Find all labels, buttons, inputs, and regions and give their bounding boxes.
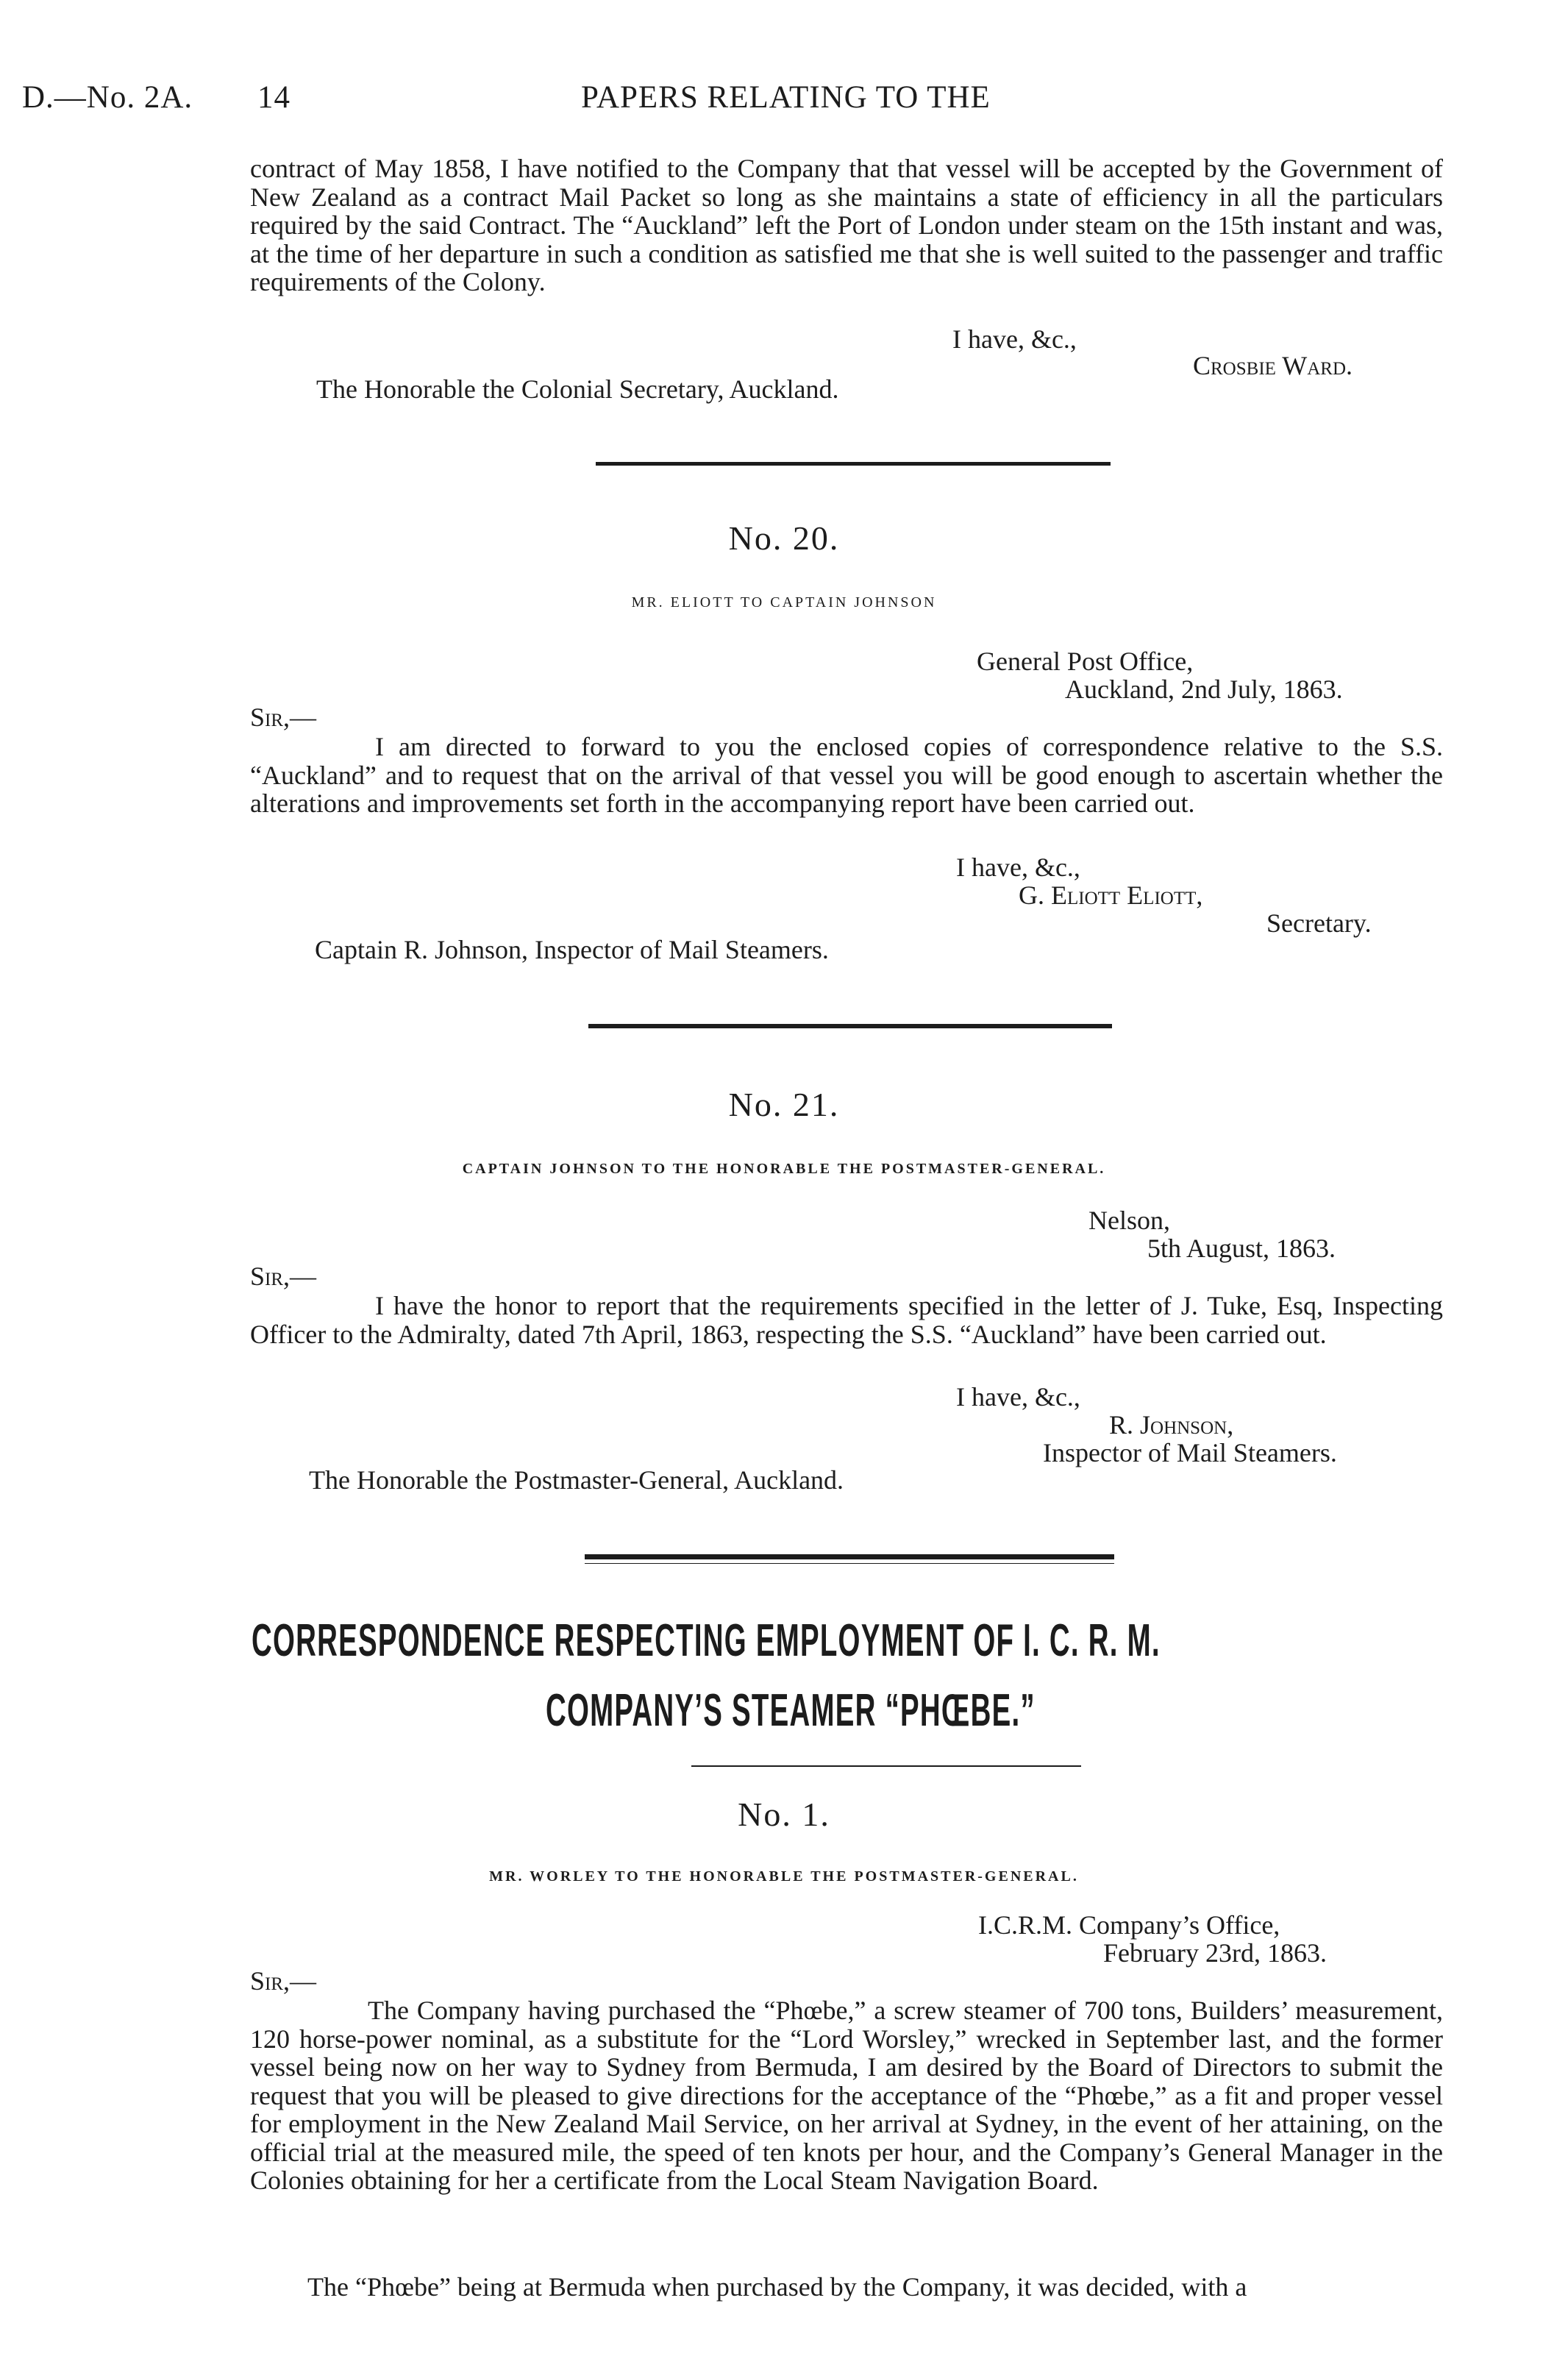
letter-salutation: Sir,— (250, 1966, 317, 1996)
document-number: No. 21. (728, 1086, 840, 1123)
letter-salutation: Sir,— (250, 702, 317, 732)
document-number: No. 20. (728, 519, 840, 557)
letter-date: Auckland, 2nd July, 1863. (1065, 675, 1343, 704)
letter-closing: I have, &c., (956, 853, 1080, 882)
letter-body: I have the honor to report that the requirements specified in the letter of J. Tuke, Esq, Inspecting Officer to the Admiralty, dated 7th April, 1863, respecting the S.S. “Auckland” have been carried out. (250, 1291, 1443, 1349)
section-divider (588, 1024, 1112, 1028)
document-heading: CAPTAIN JOHNSON TO THE HONORABLE THE POSTMASTER-GENERAL. (462, 1161, 1106, 1177)
title-underline (691, 1765, 1081, 1767)
letter-signature: R. Johnson, (1109, 1410, 1234, 1440)
letter-closing: I have, &c., (952, 324, 1077, 354)
letter-salutation: Sir,— (250, 1261, 317, 1291)
letter-addressee: The Honorable the Postmaster-General, Auckland. (309, 1465, 844, 1495)
letter-body: The Company having purchased the “Phœbe,” a screw steamer of 700 tons, Builders’ measurement, 120 horse-power nominal, as a substitute for the “Lord Worsley,” wrecked in September last, and the former vessel being now on her way to Sydney from Bermuda, I am desired by the Board of Directors to submit the request that you will be pleased to give directions for the acceptance of the “Phœbe,” as a fit and proper vessel for employment in the New Zealand Mail Service, on her arrival at Sydney, in the event of her attaining, on the official trial at the measured mile, the speed of ten knots per hour, and the Company’s General Manager in the Colonies obtaining for her a certificate from the Local Steam Navigation Board. (250, 1996, 1443, 2195)
letter-date: February 23rd, 1863. (1103, 1938, 1327, 1968)
letter-addressee: Captain R. Johnson, Inspector of Mail Steamers. (315, 935, 829, 964)
section-title-line-2: COMPANY’S STEAMER “PHŒBE.” (546, 1685, 1036, 1736)
letter-place: I.C.R.M. Company’s Office, (978, 1910, 1280, 1940)
letter-signatory-title: Secretary. (1266, 908, 1372, 938)
letter-body: I am directed to forward to you the enclosed copies of correspondence relative to the S.S. “Auckland” and to request that on the arrival of that vessel you will be good enough to ascertain whether the alterations and improvements set forth in the accompanying report have been carried out. (250, 732, 1443, 818)
section-divider-thin (585, 1563, 1114, 1564)
section-title-line-1: CORRESPONDENCE RESPECTING EMPLOYMENT OF I. C. R. M. (252, 1615, 1161, 1666)
header-section-ref: D.—No. 2A. (22, 80, 193, 115)
letter-signature: Crosbie Ward. (1193, 351, 1353, 380)
document-number: No. 1. (738, 1796, 830, 1833)
letter-body-next-paragraph: The “Phœbe” being at Bermuda when purchased by the Company, it was decided, with a (307, 2272, 1247, 2302)
letter-place: General Post Office, (977, 647, 1194, 676)
document-heading: MR. ELIOTT TO CAPTAIN JOHNSON (631, 594, 937, 611)
letter-date: 5th August, 1863. (1147, 1234, 1336, 1263)
letter-signatory-title: Inspector of Mail Steamers. (1043, 1438, 1337, 1467)
letter-body-continuation: contract of May 1858, I have notified to the Company that that vessel will be accepted by the Government of New Zealand as a contract Mail Packet so long as she maintains a state of efficiency in all the particulars required by the said Contract. The “Auckland” left the Port of London under steam on the 15th instant and was, at the time of her departure in such a condition as satisfied me that she is well suited to the passenger and traffic requirements of the Colony. (250, 154, 1443, 296)
header-page-number: 14 (257, 80, 291, 115)
header-title: PAPERS RELATING TO THE (581, 80, 991, 115)
section-divider (585, 1554, 1114, 1559)
letter-addressee: The Honorable the Colonial Secretary, Auckland. (316, 374, 839, 404)
letter-place: Nelson, (1088, 1206, 1170, 1235)
letter-signature: G. Eliott Eliott, (1019, 880, 1203, 910)
letter-closing: I have, &c., (956, 1382, 1080, 1412)
section-divider (596, 462, 1111, 466)
document-heading: MR. WORLEY TO THE HONORABLE THE POSTMASTER-GENERAL. (489, 1868, 1079, 1885)
